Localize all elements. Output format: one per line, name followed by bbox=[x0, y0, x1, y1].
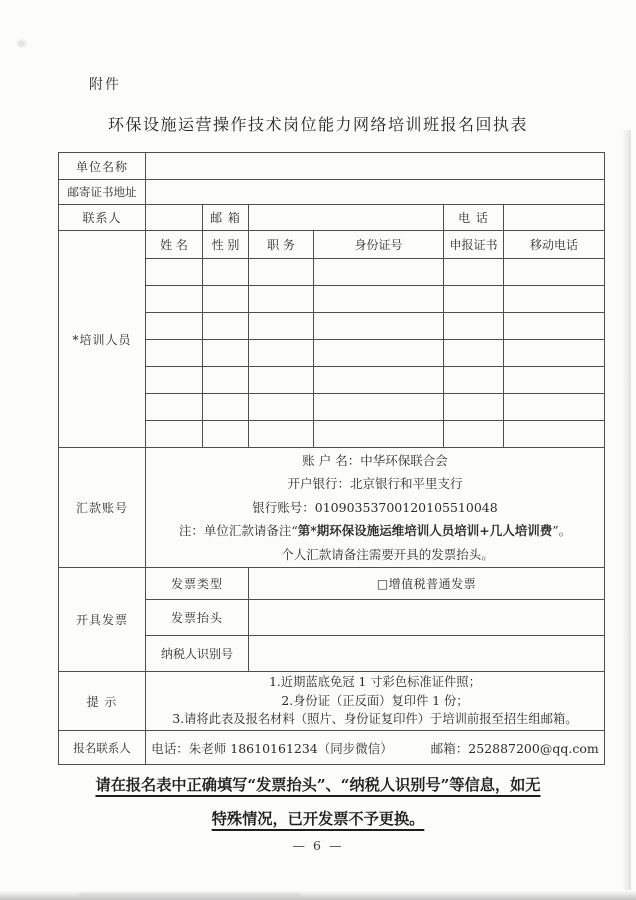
tip-item-3: 3.请将此表及报名材料（照片、身份证复印件）于培训前报至招生组邮箱。 bbox=[172, 712, 578, 727]
email-value-cell bbox=[249, 205, 444, 231]
registration-form-table bbox=[58, 152, 605, 765]
personnel-cell bbox=[146, 340, 203, 367]
mailing-address-label: 邮寄证书地址 bbox=[59, 180, 146, 205]
personnel-cell bbox=[249, 394, 314, 421]
col-header-name: 姓 名 bbox=[146, 231, 203, 259]
invoice-type-option-label: 增值税普通发票 bbox=[388, 577, 477, 591]
trainees-label: *培训人员 bbox=[59, 231, 146, 448]
taxpayer-id-label: 纳税人识别号 bbox=[146, 636, 249, 672]
personnel-cell bbox=[203, 313, 249, 340]
personnel-cell bbox=[444, 313, 504, 340]
personnel-cell bbox=[504, 394, 605, 421]
personnel-cell bbox=[504, 367, 605, 394]
personnel-cell bbox=[146, 286, 203, 313]
personnel-cell bbox=[314, 313, 444, 340]
scan-smudge bbox=[17, 40, 26, 47]
remittance-note-bold: 第*期环保设施运维培训人员培训+几人培训费 bbox=[297, 523, 553, 539]
tip-item-2: 2.身份证（正反面）复印件 1 份； bbox=[281, 693, 469, 708]
row-contact bbox=[59, 205, 605, 231]
invoice-type-label: 发票类型 bbox=[146, 568, 249, 600]
page-title: 环保设施运营操作技术岗位能力网络培训班报名回执表 bbox=[107, 115, 528, 134]
row-registration-contact bbox=[59, 731, 605, 765]
col-header-position: 职 务 bbox=[249, 231, 314, 259]
unit-name-label: 单位名称 bbox=[59, 153, 146, 180]
personnel-cell bbox=[146, 313, 203, 340]
personnel-cell bbox=[444, 286, 504, 313]
unit-name-value-cell bbox=[146, 153, 605, 180]
footer-note-line1: 请在报名表中正确填写“发票抬头”、“纳税人识别号”等信息，如无 bbox=[95, 776, 541, 794]
personnel-cell bbox=[504, 421, 605, 448]
row-personnel-header bbox=[59, 231, 605, 259]
col-header-mobile: 移动电话 bbox=[504, 231, 605, 259]
remittance-account-name: 账 户 名：中华环保联合会 bbox=[302, 452, 448, 468]
personnel-cell bbox=[314, 421, 444, 448]
remittance-label: 汇款账号 bbox=[59, 448, 146, 568]
remittance-note-line2: 个人汇款请备注需要开具的发票抬头。 bbox=[281, 546, 494, 562]
invoice-type-value-cell bbox=[249, 568, 605, 600]
col-header-certificate: 申报证书 bbox=[444, 231, 504, 259]
scan-edge-shadow-bottom-patch bbox=[80, 893, 300, 898]
email-label: 邮 箱 bbox=[203, 205, 249, 231]
taxpayer-id-value-cell bbox=[249, 636, 605, 672]
personnel-cell bbox=[203, 367, 249, 394]
personnel-cell bbox=[203, 394, 249, 421]
remittance-details-cell bbox=[146, 448, 605, 568]
remittance-account-number: 银行账号：01090353700120105510048 bbox=[252, 499, 498, 515]
personnel-cell bbox=[504, 286, 605, 313]
registration-contact-cell bbox=[146, 731, 605, 765]
personnel-cell bbox=[504, 259, 605, 286]
tip-item-1: 1.近期蓝底免冠 1 寸彩色标准证件照； bbox=[269, 675, 481, 690]
personnel-cell bbox=[146, 259, 203, 286]
registration-contact-phone: 电话：朱老师 18610161234（同步微信） bbox=[151, 740, 393, 756]
row-remittance bbox=[59, 448, 605, 568]
personnel-cell bbox=[444, 340, 504, 367]
row-tips bbox=[59, 672, 605, 731]
registration-contact-email: 邮箱：252887200@qq.com bbox=[430, 740, 599, 756]
col-header-gender: 性 别 bbox=[203, 231, 249, 259]
personnel-cell bbox=[203, 421, 249, 448]
registration-contact-label: 报名联系人 bbox=[59, 731, 146, 765]
personnel-cell bbox=[203, 286, 249, 313]
page-number: — 6 — bbox=[292, 838, 344, 853]
mailing-address-value-cell bbox=[146, 180, 605, 205]
personnel-cell bbox=[314, 367, 444, 394]
invoice-title-value-cell bbox=[249, 600, 605, 636]
phone-value-cell bbox=[504, 205, 605, 231]
footer-note-line2: 特殊情况，已开发票不予更换。 bbox=[211, 810, 425, 828]
col-header-id-number: 身份证号 bbox=[314, 231, 444, 259]
personnel-cell bbox=[444, 394, 504, 421]
invoice-section-label: 开具发票 bbox=[59, 568, 146, 672]
phone-label: 电 话 bbox=[444, 205, 504, 231]
footer-note bbox=[0, 768, 636, 836]
personnel-cell bbox=[203, 340, 249, 367]
contact-label: 联系人 bbox=[59, 205, 146, 231]
personnel-cell bbox=[146, 367, 203, 394]
personnel-cell bbox=[444, 421, 504, 448]
attachment-label: 附件 bbox=[89, 77, 121, 93]
personnel-cell bbox=[249, 421, 314, 448]
personnel-cell bbox=[504, 340, 605, 367]
personnel-cell bbox=[249, 367, 314, 394]
remittance-note-suffix: ”。 bbox=[552, 523, 572, 539]
personnel-cell bbox=[249, 340, 314, 367]
personnel-cell bbox=[314, 259, 444, 286]
remittance-note-prefix: 注：单位汇款请备注“ bbox=[178, 523, 298, 539]
personnel-cell bbox=[146, 421, 203, 448]
remittance-note-line1 bbox=[150, 519, 600, 543]
remittance-bank: 开户银行：北京银行和平里支行 bbox=[287, 476, 463, 492]
personnel-cell bbox=[444, 367, 504, 394]
personnel-cell bbox=[314, 394, 444, 421]
row-mailing-address bbox=[59, 180, 605, 205]
personnel-cell bbox=[444, 259, 504, 286]
personnel-cell bbox=[146, 394, 203, 421]
row-unit-name bbox=[59, 153, 605, 180]
personnel-cell bbox=[314, 286, 444, 313]
personnel-cell bbox=[314, 340, 444, 367]
row-invoice-type bbox=[59, 568, 605, 600]
personnel-cell bbox=[249, 259, 314, 286]
personnel-cell bbox=[504, 313, 605, 340]
tips-label: 提 示 bbox=[59, 672, 146, 731]
personnel-cell bbox=[249, 313, 314, 340]
tips-content-cell bbox=[146, 672, 605, 731]
personnel-cell bbox=[249, 286, 314, 313]
checkbox-icon: □ bbox=[376, 577, 389, 591]
contact-value-cell bbox=[146, 205, 203, 231]
invoice-title-label: 发票抬头 bbox=[146, 600, 249, 636]
personnel-cell bbox=[203, 259, 249, 286]
